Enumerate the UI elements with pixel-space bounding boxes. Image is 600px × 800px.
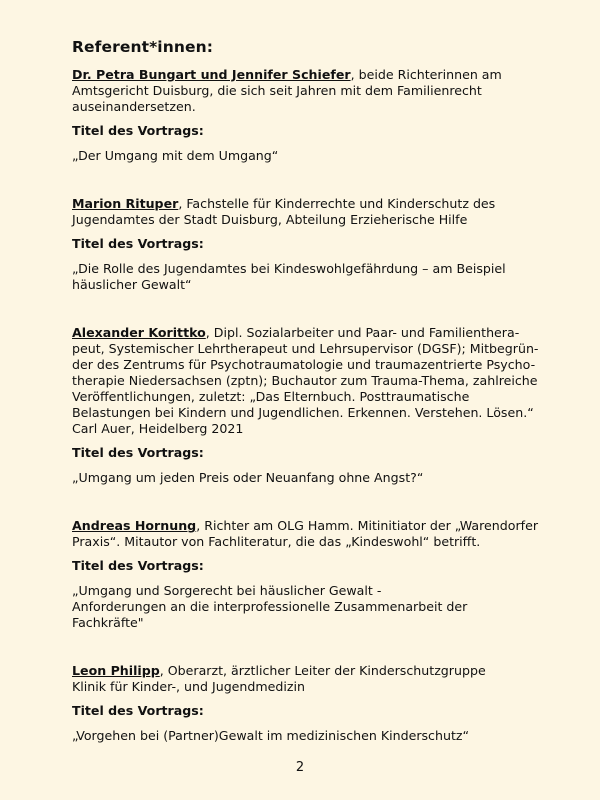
talk-heading: Titel des Vortrags:: [72, 445, 204, 460]
speaker-name: Alexander Korittko: [72, 325, 206, 340]
talk-title: „Umgang und Sorgerecht bei häuslicher Gewalt - Anforderungen an die interprofessionelle Zusammenarbeit der Fachkräfte": [72, 583, 468, 630]
talk-title: „Umgang um jeden Preis oder Neuanfang ohne Angst?“: [72, 470, 424, 485]
speaker-affiliation: , Fachstelle für Kinderrechte und Kinderschutz des Jugendamtes der Stadt Duisburg, Abteilung Erzieherische Hilfe: [72, 196, 496, 227]
speaker-2: [72, 196, 542, 293]
document-page: [72, 38, 542, 744]
talk-title: „Vorgehen bei (Partner)Gewalt im medizinischen Kinderschutz“: [72, 728, 470, 743]
speaker-name: Dr. Petra Bungart und Jennifer Schiefer: [72, 67, 351, 82]
section-heading: Referent*innen:: [72, 38, 214, 56]
speaker-description: [72, 196, 542, 228]
speaker-affiliation: , Dipl. Sozialarbeiter und Paar- und Familienthera-peut, Systemischer Lehrtherapeut und Lehrsupervisor (DGSF); Mitbegrün-der des Zentrums für Psychotraumatologie und traumazentrierte Psycho-therapie Niedersachsen (zptn); Buchautor zum Trauma-Thema, zahlreiche Veröffentlichungen, zuletzt: „Das Elternbuch. Posttraumatische Belastungen bei Kindern und Jugendlichen. Erkennen. Verstehen. Lösen.“ Carl Auer, Heidelberg 2021: [72, 325, 539, 436]
speaker-description: [72, 663, 542, 695]
talk-heading: Titel des Vortrags:: [72, 703, 204, 718]
talk-title: „Der Umgang mit dem Umgang“: [72, 148, 279, 163]
talk-heading: Titel des Vortrags:: [72, 558, 204, 573]
speaker-3: [72, 325, 542, 486]
speaker-affiliation: , beide Richterinnen am Amtsgericht Duisburg, die sich seit Jahren mit dem Familienrecht auseinandersetzen.: [72, 67, 502, 114]
speaker-name: Andreas Hornung: [72, 518, 197, 533]
talk-title: „Die Rolle des Jugendamtes bei Kindeswohlgefährdung – am Beispiel häuslicher Gewalt“: [72, 261, 506, 292]
talk-heading: Titel des Vortrags:: [72, 236, 204, 251]
speaker-description: [72, 67, 542, 115]
speaker-name: Marion Rituper: [72, 196, 179, 211]
speaker-1: [72, 67, 542, 164]
speaker-affiliation: , Richter am OLG Hamm. Mitinitiator der „Warendorfer Praxis“. Mitautor von Fachliteratur, die das „Kindeswohl“ betrifft.: [72, 518, 539, 549]
page-number: 2: [295, 760, 305, 775]
speaker-4: [72, 518, 542, 631]
speaker-affiliation: , Oberarzt, ärztlicher Leiter der Kinderschutzgruppe Klinik für Kinder-, und Jugendmedizin: [72, 663, 486, 694]
speaker-description: [72, 518, 542, 550]
speaker-5: [72, 663, 542, 744]
speaker-name: Leon Philipp: [72, 663, 160, 678]
speaker-description: [72, 325, 542, 437]
talk-heading: Titel des Vortrags:: [72, 123, 204, 138]
